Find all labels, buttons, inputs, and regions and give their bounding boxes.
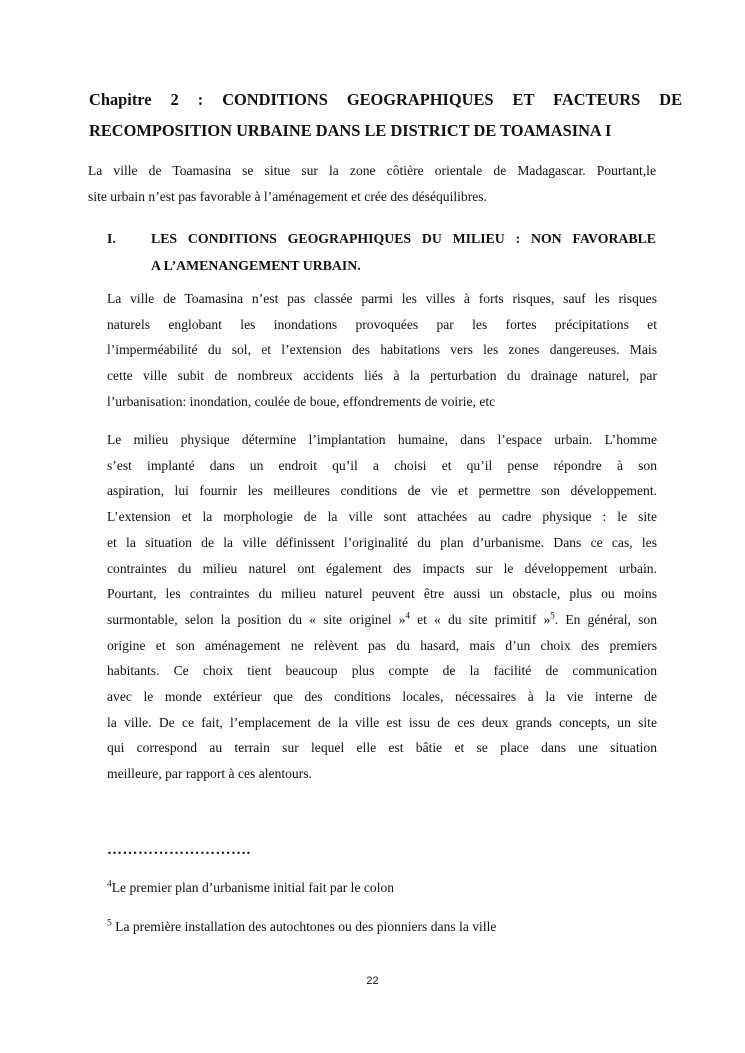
footnote-4 (107, 880, 394, 896)
chapter-title (89, 84, 682, 146)
ref-line-after: . En général, son (554, 611, 657, 627)
paragraph-2 (107, 427, 657, 787)
page-number: 22 (366, 975, 379, 987)
intro-line-2: site urbain n’est pas favorable à l’aménagement et crée des déséquilibres. (88, 189, 487, 204)
paragraph-1-line: l’imperméabilité du sol, et l’extension des habitations vers les zones dangereuses. Mais (107, 342, 657, 358)
footnote-5-text: La première installation des autochtones ou des pionniers dans la ville (111, 919, 497, 934)
footnote-4-text: Le premier plan d’urbanisme initial fait par le colon (111, 880, 395, 895)
paragraph-2-line: origine et son aménagement ne relèvent pas du hasard, mais d’un choix des premiers (107, 637, 657, 653)
intro-line-1: La ville de Toamasina se situe sur la zone côtière orientale de Madagascar. Pourtant,le (88, 163, 656, 178)
paragraph-2-line: aspiration, lui fournir les meilleures conditions de vie et permettre son développement. (107, 483, 657, 499)
paragraph-1 (107, 286, 657, 415)
footnote-4-mark: 4 (107, 879, 112, 890)
paragraph-2-line: habitants. Ce choix tient beaucoup plus compte de la facilité de communication (107, 663, 657, 679)
chapter-title-line-1: Chapitre 2 : CONDITIONS GEOGRAPHIQUES ET FACTEURS DE (89, 90, 682, 109)
footnote-separator: ………………………. (107, 842, 251, 858)
footnote-ref-5[interactable]: 5 (550, 610, 555, 621)
paragraph-2-line: contraintes du milieu naturel ont également des impacts sur le développement urbain. (107, 560, 657, 576)
paragraph-2-line: avec le monde extérieur que des conditions locales, nécessaires à la vie interne de (107, 689, 657, 705)
ref-line-middle: et « du site primitif » (409, 611, 551, 627)
paragraph-1-line: La ville de Toamasina n’est pas classée parmi les villes à forts risques, sauf les risques (107, 291, 657, 306)
paragraph-2-line: la ville. De ce fait, l’emplacement de la ville est issu de ces deux grands concepts, un site (107, 714, 657, 730)
paragraph-2-line: meilleure, par rapport à ces alentours. (107, 766, 312, 782)
footnote-5 (107, 919, 496, 935)
paragraph-1-line: l’urbanisation: inondation, coulée de boue, effondrements de voirie, etc (107, 393, 496, 409)
footnote-ref-4[interactable]: 4 (405, 610, 410, 621)
paragraph-2-ref-line (107, 607, 657, 633)
paragraph-2-line: s’est implanté dans un endroit qu’il a choisi et qu’il pense répondre à son (107, 457, 657, 473)
paragraph-2-line: L’extension et la morphologie de la ville sont attachées au cadre physique : le site (107, 509, 657, 525)
section-title-line-1: LES CONDITIONS GEOGRAPHIQUES DU MILIEU : NON FAVORABLE (151, 231, 656, 246)
paragraph-2-line: qui correspond au terrain sur lequel elle est bâtie et se place dans une situation (107, 740, 657, 756)
footnote-5-mark: 5 (107, 918, 112, 929)
ref-line-before: surmontable, selon la position du « site originel » (107, 611, 406, 627)
section-number: I. (107, 231, 116, 246)
paragraph-2-line: et la situation de la ville définissent l’originalité du plan d’urbanisme. Dans ce cas, les (107, 534, 657, 550)
section-title-line-2: A L’AMENANGEMENT URBAIN. (151, 258, 361, 273)
paragraph-1-line: cette ville subit de nombreux accidents liés à la perturbation du drainage naturel, par (107, 368, 657, 384)
paragraph-2-line: Pourtant, les contraintes du milieu naturel peuvent être aussi un obstacle, plus ou moins (107, 586, 657, 602)
intro-paragraph (88, 158, 656, 210)
paragraph-1-line: naturels englobant les inondations provoquées par les fortes précipitations et (107, 316, 657, 332)
chapter-title-line-2: RECOMPOSITION URBAINE DANS LE DISTRICT DE TOAMASINA I (89, 121, 612, 140)
paragraph-2-line: Le milieu physique détermine l’implantation humaine, dans l’espace urbain. L’homme (107, 432, 657, 447)
